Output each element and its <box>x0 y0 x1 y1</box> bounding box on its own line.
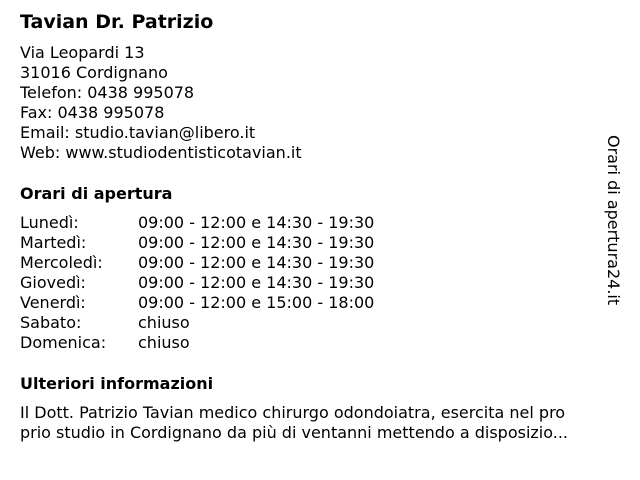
additional-info-text <box>20 403 620 443</box>
web-link[interactable]: www.studiodentisticotavian.it <box>65 143 302 162</box>
day-hours: chiuso <box>138 313 190 332</box>
hours-row <box>20 213 440 233</box>
hours-row <box>20 273 440 293</box>
hours-row <box>20 293 440 313</box>
fax-number: Fax: 0438 995078 <box>20 103 165 122</box>
address-city: 31016 Cordignano <box>20 63 168 82</box>
description-line-1: Il Dott. Patrizio Tavian medico chirurgo odondoiatra, esercita nel pro <box>20 403 566 422</box>
day-label: Giovedì: <box>20 273 86 292</box>
day-hours: 09:00 - 12:00 e 15:00 - 18:00 <box>138 293 375 312</box>
hours-row <box>20 233 440 253</box>
web-label: Web: <box>20 143 66 162</box>
description-line-2: prio studio in Cordignano da più di ventanni mettendo a disposizio... <box>20 423 568 442</box>
hours-row <box>20 313 440 333</box>
contact-block <box>20 43 302 163</box>
site-watermark: Orari di apertura24.it <box>604 135 623 306</box>
day-hours: chiuso <box>138 333 190 352</box>
business-name: Tavian Dr. Patrizio <box>20 11 214 33</box>
day-hours: 09:00 - 12:00 e 14:30 - 19:30 <box>138 273 375 292</box>
day-label: Martedì: <box>20 233 87 252</box>
opening-hours-heading: Orari di apertura <box>20 184 173 203</box>
day-label: Sabato: <box>20 313 82 332</box>
phone-number: Telefon: 0438 995078 <box>20 83 195 102</box>
opening-hours-table <box>20 213 440 353</box>
day-label: Domenica: <box>20 333 107 352</box>
day-label: Lunedì: <box>20 213 79 232</box>
additional-info-heading: Ulteriori informazioni <box>20 374 214 393</box>
email-label: Email: <box>20 123 75 142</box>
web-row <box>20 143 302 163</box>
hours-row <box>20 333 440 353</box>
email-row <box>20 123 302 143</box>
day-label: Venerdì: <box>20 293 86 312</box>
email-link[interactable]: studio.tavian@libero.it <box>74 123 256 142</box>
day-hours: 09:00 - 12:00 e 14:30 - 19:30 <box>138 213 375 232</box>
day-hours: 09:00 - 12:00 e 14:30 - 19:30 <box>138 233 375 252</box>
day-label: Mercoledì: <box>20 253 103 272</box>
day-hours: 09:00 - 12:00 e 14:30 - 19:30 <box>138 253 375 272</box>
address-street: Via Leopardi 13 <box>20 43 145 62</box>
hours-row <box>20 253 440 273</box>
